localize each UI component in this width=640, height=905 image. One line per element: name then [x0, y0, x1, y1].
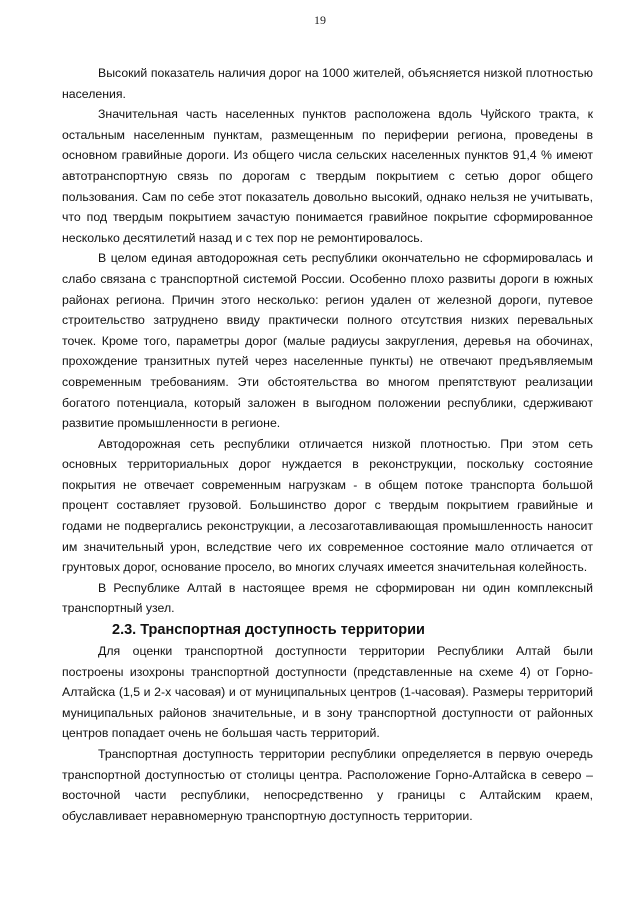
paragraph: Высокий показатель наличия дорог на 1000 жителей, объясняется низкой плотностью населения. [62, 66, 593, 101]
paragraph: Транспортная доступность территории республики определяется в первую очередь транспортной доступностью от столицы центра. Расположение Горно-Алтайска в северо – восточной части республики, непосредственно у границы с Алтайским краем, обуславливает неравномерную транспортную доступность территории. [62, 747, 593, 823]
paragraph: Для оценки транспортной доступности территории Республики Алтай были построены изохроны транспортной доступности (представленные на схеме 4) от Горно-Алтайска (1,5 и 2-х часовая) и от муниципальных центров (1-часовая). Размеры территорий муниципальных районов значительные, и в зону транспортной доступности от районных центров попадает очень не большая часть территорий. [62, 644, 593, 741]
paragraph: Значительная часть населенных пунктов расположена вдоль Чуйского тракта, к остальным населенным пунктам, размещенным по периферии региона, проведены в основном гравийные дороги. Из общего числа сельских населенных пунктов 91,4 % имеют автотранспортную связь по дорогам с твердым покрытием с сетью дорог общего пользования. Сам по себе этот показатель довольно высокий, однако нельзя не учитывать, что под твердым покрытием зачастую понимается гравийное покрытие сформированное несколько десятилетий назад и с тех пор не ремонтировалось. [62, 107, 593, 245]
paragraph: Автодорожная сеть республики отличается низкой плотностью. При этом сеть основных территориальных дорог нуждается в реконструкции, поскольку состояние покрытия не отвечает современным нагрузкам - в общем потоке транспорта большой процент составляет грузовой. Большинство дорог с твердым покрытием гравийные и годами не подвергались реконструкции, а лесозаготавливающая промышленность наносит им значительный урон, вследствие чего их современное состояние мало отличается от грунтовых дорог, основание просело, во многих случаях имеется значительная колейность. [62, 436, 593, 575]
page-number: 19 [314, 13, 326, 27]
paragraph: В Республике Алтай в настоящее время не сформирован ни один комплексный транспортный узел. [62, 580, 593, 616]
paragraph: В целом единая автодорожная сеть республики окончательно не сформировалась и слабо связана с транспортной системой России. Особенно плохо развиты дороги в южных районах региона. Причин этого несколько: регион удален от железной дороги, путевое строительство затруднено ввиду практически полного отсутствия низких перевальных точек. Кроме того, параметры дорог (малые радиусы закругления, деревья на обочинах, прохождение транзитных путей через населенные пункты) не отвечают предъявляемым современным требованиям. Эти обстоятельства во многом препятствуют реализации богатого потенциала, который заложен в выгодном положении республики, сдерживают развитие промышленности в регионе. [62, 251, 593, 431]
section-heading: 2.3. Транспортная доступность территории [112, 622, 425, 639]
body-text [62, 63, 593, 826]
